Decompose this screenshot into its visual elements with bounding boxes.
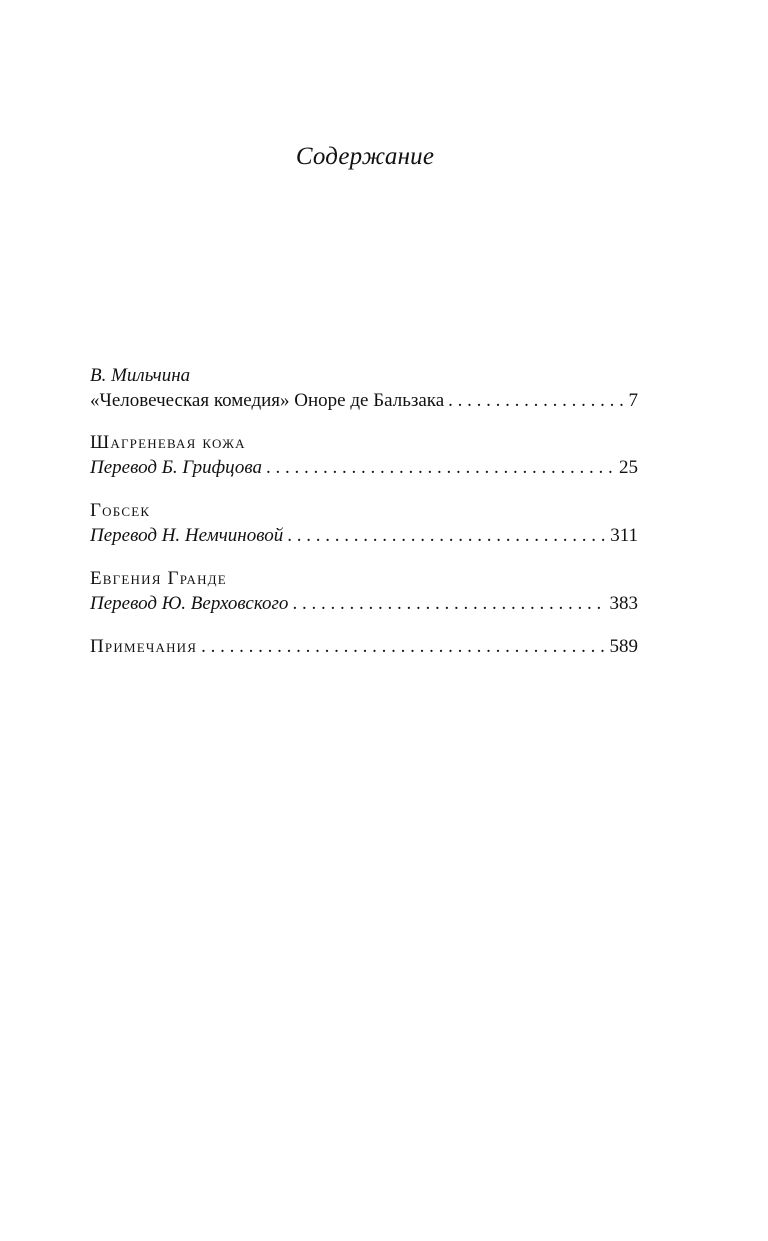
toc-entry-gobseck[interactable] [90, 498, 638, 548]
toc-entry-eugenie-grandet[interactable] [90, 566, 638, 616]
toc-entry-line [90, 634, 638, 659]
page-title: Содержание [295, 143, 435, 170]
toc-entry-notes[interactable] [90, 634, 638, 659]
dot-leader [266, 455, 615, 480]
toc-entry-shagreen[interactable] [90, 430, 638, 480]
toc-entry-author: В. Мильчина [90, 365, 191, 386]
toc-entry-title: Гобсек [90, 500, 151, 521]
toc-entry-line [90, 523, 638, 548]
table-of-contents [90, 363, 638, 659]
toc-entry-title: Примечания [90, 636, 198, 657]
toc-page-number: 589 [609, 636, 638, 657]
toc-entry-translator: Перевод Ю. Верховского [90, 593, 289, 614]
toc-entry-line [90, 455, 638, 480]
toc-page-number: 311 [610, 525, 638, 546]
toc-entry-title: Шагреневая кожа [90, 432, 246, 453]
toc-entry-translator: Перевод Б. Грифцова [90, 457, 263, 478]
toc-page-number: 7 [628, 390, 638, 411]
toc-entry-translator: Перевод Н. Немчиновой [90, 525, 284, 546]
dot-leader [448, 388, 624, 413]
toc-page-number: 25 [619, 457, 638, 478]
dot-leader [287, 523, 606, 548]
toc-entry-line [90, 388, 638, 413]
dot-leader [292, 591, 605, 616]
toc-entry-title: Евгения Гранде [90, 568, 227, 589]
toc-entry-title: «Человеческая комедия» Оноре де Бальзака [90, 390, 445, 411]
toc-entry-introduction[interactable] [90, 363, 638, 413]
toc-page-number: 383 [609, 593, 638, 614]
dot-leader [201, 634, 605, 659]
toc-entry-line [90, 591, 638, 616]
